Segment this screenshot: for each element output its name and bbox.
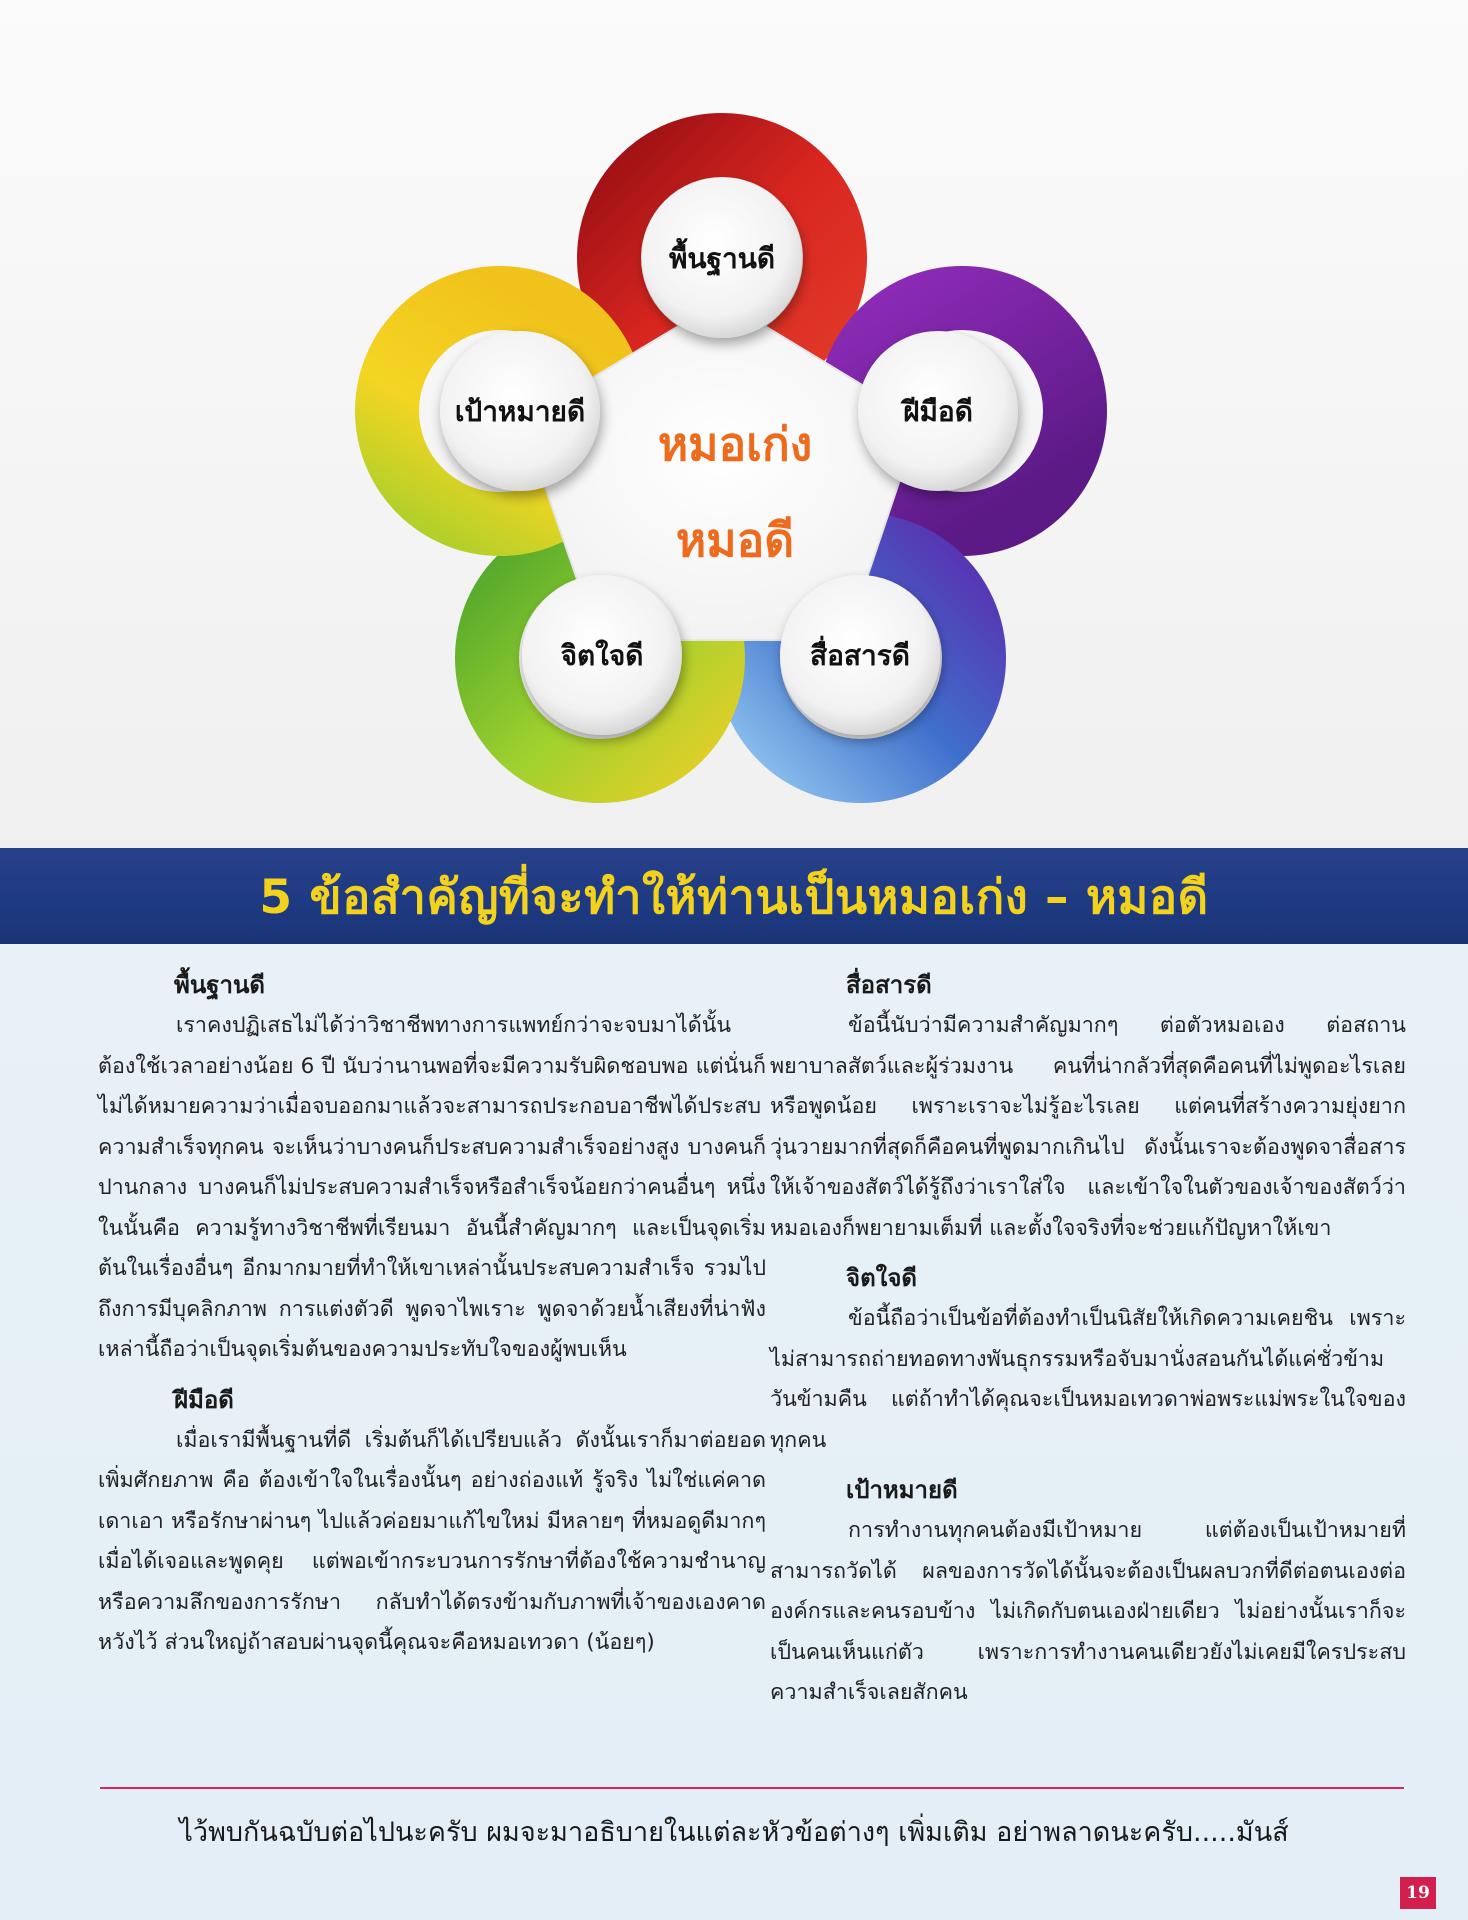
body-communication: ข้อนี้นับว่ามีความสำคัญมากๆ ต่อตัวหมอเอง ต่อสถานพยาบาลสัตว์และผู้ร่วมงาน คนที่น่ากลัวที่สุดคือคนที่ไม่พูดอะไรเลย หรือพูดน้อย เพราะเราจะไม่รู้อะไรเลย แต่คนที่สร้างความยุ่งยากวุ่นวายมากที่สุดก็คือคนที่พูดมากเกินไป ดังนั้นเราจะต้องพูดจาสื่อสารให้เจ้าของสัตว์ได้รู้ถึงว่าเราใส่ใจ และเข้าใจในตัวของเจ้าของสัตว์ว่าหมอเองก็พยายามเต็มที่ และตั้งใจจริงที่จะช่วยแก้ปัญหาให้เขา <box>770 1013 1406 1241</box>
title-banner <box>0 848 1468 944</box>
body-mind: ข้อนี้ถือว่าเป็นข้อที่ต้องทำเป็นนิสัยให้เกิดความเคยชิน เพราะไม่สามารถถ่ายทอดทางพันธุกรรมหรือจับมานั่งสอนกันได้แค่ชั่วข้ามวันข้ามคืน แต่ถ้าทำได้คุณจะเป็นหมอเทวดาพ่อพระแม่พระในใจของทุกคน <box>770 1306 1406 1453</box>
footer-text: ไว้พบกันฉบับต่อไปนะครับ ผมจะมาอธิบายในแต่ละหัวข้อต่างๆ เพิ่มเติม อย่าพลาดนะครับ.....มันส์ <box>179 1817 1289 1848</box>
node-label-mind: จิตใจดี <box>560 639 644 672</box>
node-label-goal: เป้าหมายดี <box>454 395 586 428</box>
node-label-foundation: พื้นฐานดี <box>668 242 776 275</box>
heading-communication: สื่อสารดี <box>846 971 932 999</box>
body-foundation: เราคงปฏิเสธไม่ได้ว่าวิชาชีพทางการแพทย์กว่าจะจบมาได้นั้นต้องใช้เวลาอย่างน้อย 6 ปี นับว่านานพอที่จะมีความรับผิดชอบพอ แต่นั่นก็ไม่ได้หมายความว่าเมื่อจบออกมาแล้วจะสามารถประกอบอาชีพได้ประสบความสำเร็จทุกคน จะเห็นว่าบางคนก็ประสบความสำเร็จอย่างสูง บางคนก็ปานกลาง บางคนก็ไม่ประสบความสำเร็จหรือสำเร็จน้อยกว่าคนอื่นๆ หนึ่งในนั้นคือ ความรู้ทางวิชาชีพที่เรียนมา อันนี้สำคัญมากๆ และเป็นจุดเริ่มต้นในเรื่องอื่นๆ อีกมากมายที่ทำให้เขาเหล่านั้นประสบความสำเร็จ รวมไปถึงการมีบุคลิกภาพ การแต่งตัวดี พูดจาไพเราะ พูดจาด้วยน้ำเสียงที่น่าฟัง เหล่านี้ถือว่าเป็นจุดเริ่มต้นของความประทับใจของผู้พบเห็น <box>98 1013 766 1362</box>
five-ring-diagram <box>0 0 1468 848</box>
diagram-area <box>0 0 1468 848</box>
node-label-skill: ฝีมือดี <box>903 395 973 428</box>
center-title-line1: หมอเก่ง <box>657 417 813 471</box>
left-column <box>98 964 766 1664</box>
heading-skill: ฝีมือดี <box>174 1385 234 1414</box>
heading-goal: เป้าหมายดี <box>846 1476 958 1504</box>
heading-foundation: พื้นฐานดี <box>174 971 265 999</box>
right-column <box>770 964 1406 1714</box>
body-skill: เมื่อเรามีพื้นฐานที่ดี เริ่มต้นก็ได้เปรียบแล้ว ดังนั้นเราก็มาต่อยอดเพิ่มศักยภาพ คือ ต้องเข้าใจในเรื่องนั้นๆ อย่างถ่องแท้ รู้จริง ไม่ใช่แค่คาดเดาเอา หรือรักษาผ่านๆ ไปแล้วค่อยมาแก้ไขใหม่ มีหลายๆ ที่หมอดูดีมากๆ เมื่อได้เจอและพูดคุย แต่พอเข้ากระบวนการรักษาที่ต้องใช้ความชำนาญหรือความลึกของการรักษา กลับทำได้ตรงข้ามกับภาพที่เจ้าของเองคาดหวังไว้ ส่วนใหญ่ถ้าสอบผ่านจุดนี้คุณจะคือหมอเทวดา (น้อยๆ) <box>98 1427 766 1655</box>
center-title-line2: หมอดี <box>675 513 795 567</box>
heading-mind: จิตใจดี <box>846 1264 918 1292</box>
node-label-communication: สื่อสารดี <box>810 639 910 672</box>
page-number: 19 <box>1400 1877 1436 1909</box>
footer-divider <box>100 1787 1404 1789</box>
banner-title: 5 ข้อสำคัญที่จะทำให้ท่านเป็นหมอเก่ง – หมอดี <box>259 869 1209 925</box>
body-goal: การทำงานทุกคนต้องมีเป้าหมาย แต่ต้องเป็นเป้าหมายที่สามารถวัดได้ ผลของการวัดได้นั้นจะต้องเป็นผลบวกที่ดีต่อตนเองต่อองค์กรและคนรอบข้าง ไม่เกิดกับตนเองฝ่ายเดียว ไม่อย่างนั้นเราก็จะเป็นคนเห็นแก่ตัว เพราะการทำงานคนเดียวยังไม่เคยมีใครประสบความสำเร็จเลยสักคน <box>770 1518 1406 1705</box>
article-content <box>0 944 1468 1920</box>
